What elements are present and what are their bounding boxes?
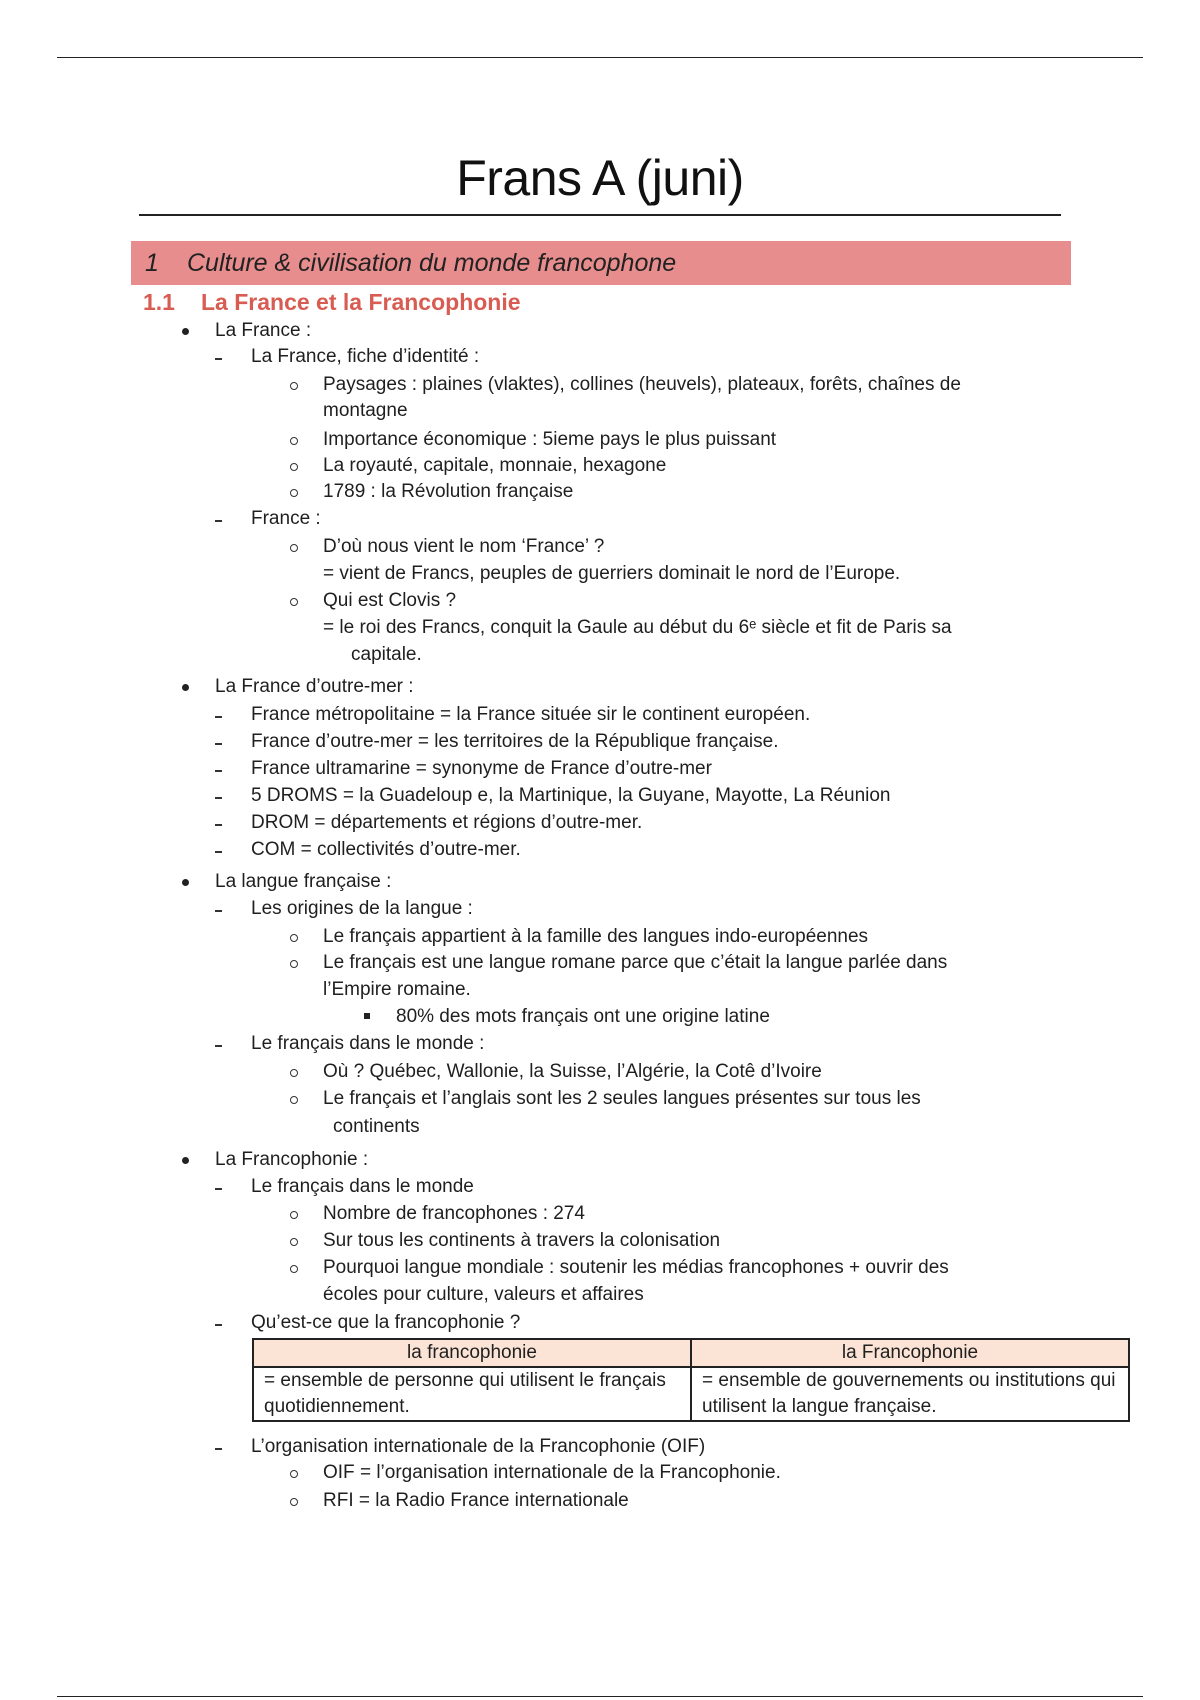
bullet-la-france: La France : — [215, 320, 312, 341]
circle-marker — [290, 934, 298, 942]
item-rfi: RFI = la Radio France internationale — [323, 1490, 629, 1511]
dash-marker — [215, 520, 222, 522]
dash-marker — [215, 1188, 222, 1190]
circle-marker — [290, 437, 298, 445]
circle-marker — [290, 1265, 298, 1273]
item-drom: DROM = départements et régions d’outre-mer. — [251, 812, 643, 833]
page-top-rule — [57, 57, 1143, 58]
item-clovis-answer: = le roi des Francs, conquit la Gaule au début du 6ᵉ siècle et fit de Paris sa — [323, 617, 952, 638]
item-1789: 1789 : la Révolution française — [323, 481, 574, 502]
dash-marker — [215, 358, 222, 360]
bullet-marker — [182, 328, 189, 335]
bullet-marker — [182, 879, 189, 886]
dash-marker — [215, 743, 222, 745]
square-marker — [364, 1013, 370, 1019]
circle-marker — [290, 489, 298, 497]
bullet-francophonie: La Francophonie : — [215, 1149, 369, 1170]
item-france: France : — [251, 508, 321, 529]
circle-marker — [290, 1498, 298, 1506]
item-oif: OIF = l’organisation internationale de la Francophonie. — [323, 1462, 781, 1483]
dash-marker — [215, 851, 222, 853]
table-header: la Francophonie — [691, 1339, 1129, 1367]
item-pourquoi-cont: écoles pour culture, valeurs et affaires — [323, 1284, 644, 1305]
item-nom-france: D’où nous vient le nom ‘France’ ? — [323, 536, 605, 557]
item-francais-anglais-cont: continents — [333, 1116, 420, 1137]
dash-marker — [215, 910, 222, 912]
table-header-row — [253, 1339, 1129, 1367]
table-cell: = ensemble de gouvernements ou institutions qui utilisent la langue française. — [691, 1367, 1129, 1421]
bullet-marker — [182, 684, 189, 691]
dash-marker — [215, 1045, 222, 1047]
item-paysages-cont: montagne — [323, 400, 408, 421]
item-oif-org: L’organisation internationale de la Francophonie (OIF) — [251, 1436, 706, 1457]
item-origines: Les origines de la langue : — [251, 898, 473, 919]
table-row — [253, 1367, 1129, 1421]
dash-marker — [215, 770, 222, 772]
item-fiche-identite: La France, fiche d’identité : — [251, 346, 480, 367]
circle-marker — [290, 463, 298, 471]
page-bottom-rule — [57, 1696, 1143, 1697]
item-langue-romane: Le français est une langue romane parce que c’était la langue parlée dans — [323, 952, 948, 973]
section-title: Culture & civilisation du monde francophone — [187, 249, 677, 277]
item-com: COM = collectivités d’outre-mer. — [251, 839, 521, 860]
circle-marker — [290, 1238, 298, 1246]
item-royaute: La royauté, capitale, monnaie, hexagone — [323, 455, 667, 476]
bullet-langue: La langue française : — [215, 871, 392, 892]
item-pourquoi: Pourquoi langue mondiale : soutenir les médias francophones + ouvrir des — [323, 1257, 949, 1278]
item-importance: Importance économique : 5ieme pays le plus puissant — [323, 429, 777, 450]
item-nombre: Nombre de francophones : 274 — [323, 1203, 585, 1224]
item-paysages: Paysages : plaines (vlaktes), collines (heuvels), plateaux, forêts, chaînes de — [323, 374, 961, 395]
dash-marker — [215, 797, 222, 799]
item-clovis-answer-cont: capitale. — [351, 644, 422, 665]
page-title: Frans A (juni) — [456, 150, 744, 206]
bullet-outre-mer: La France d’outre-mer : — [215, 676, 414, 697]
item-indo-europeennes: Le français appartient à la famille des langues indo-européennes — [323, 926, 869, 947]
section-number: 1 — [145, 249, 159, 277]
subsection-number: 1.1 — [143, 289, 175, 315]
dash-marker — [215, 824, 222, 826]
dash-marker — [215, 1324, 222, 1326]
item-droms: 5 DROMS = la Guadeloup e, la Martinique, la Guyane, Mayotte, La Réunion — [251, 785, 891, 806]
francophonie-table — [252, 1338, 1130, 1422]
circle-marker — [290, 1069, 298, 1077]
circle-marker — [290, 1211, 298, 1219]
dash-marker — [215, 1448, 222, 1450]
bullet-marker — [182, 1157, 189, 1164]
item-clovis: Qui est Clovis ? — [323, 590, 457, 611]
item-metropolitaine: France métropolitaine = la France située sir le continent européen. — [251, 704, 811, 725]
item-outre-mer: France d’outre-mer = les territoires de la République française. — [251, 731, 779, 752]
item-nom-france-answer: = vient de Francs, peuples de guerriers dominait le nord de l’Europe. — [323, 563, 901, 584]
table-cell: = ensemble de personne qui utilisent le français quotidiennement. — [253, 1367, 691, 1421]
circle-marker — [290, 382, 298, 390]
circle-marker — [290, 598, 298, 606]
title-underline — [139, 214, 1061, 216]
circle-marker — [290, 1096, 298, 1104]
section-heading — [131, 241, 1071, 285]
item-francais-monde-2: Le français dans le monde — [251, 1176, 474, 1197]
subsection-heading — [143, 286, 521, 318]
item-origine-latine: 80% des mots français ont une origine latine — [396, 1006, 770, 1027]
item-ultramarine: France ultramarine = synonyme de France d’outre-mer — [251, 758, 712, 779]
circle-marker — [290, 960, 298, 968]
item-question: Qu’est-ce que la francophonie ? — [251, 1312, 521, 1333]
subsection-title: La France et la Francophonie — [201, 289, 521, 315]
dash-marker — [215, 716, 222, 718]
item-ou: Où ? Québec, Wallonie, la Suisse, l’Algérie, la Cotê d’Ivoire — [323, 1061, 822, 1082]
circle-marker — [290, 1470, 298, 1478]
item-langue-romane-cont: l’Empire romaine. — [323, 979, 471, 1000]
table-header: la francophonie — [253, 1339, 691, 1367]
circle-marker — [290, 544, 298, 552]
item-francais-monde: Le français dans le monde : — [251, 1033, 485, 1054]
item-continents: Sur tous les continents à travers la colonisation — [323, 1230, 721, 1251]
item-francais-anglais: Le français et l’anglais sont les 2 seules langues présentes sur tous les — [323, 1088, 921, 1109]
